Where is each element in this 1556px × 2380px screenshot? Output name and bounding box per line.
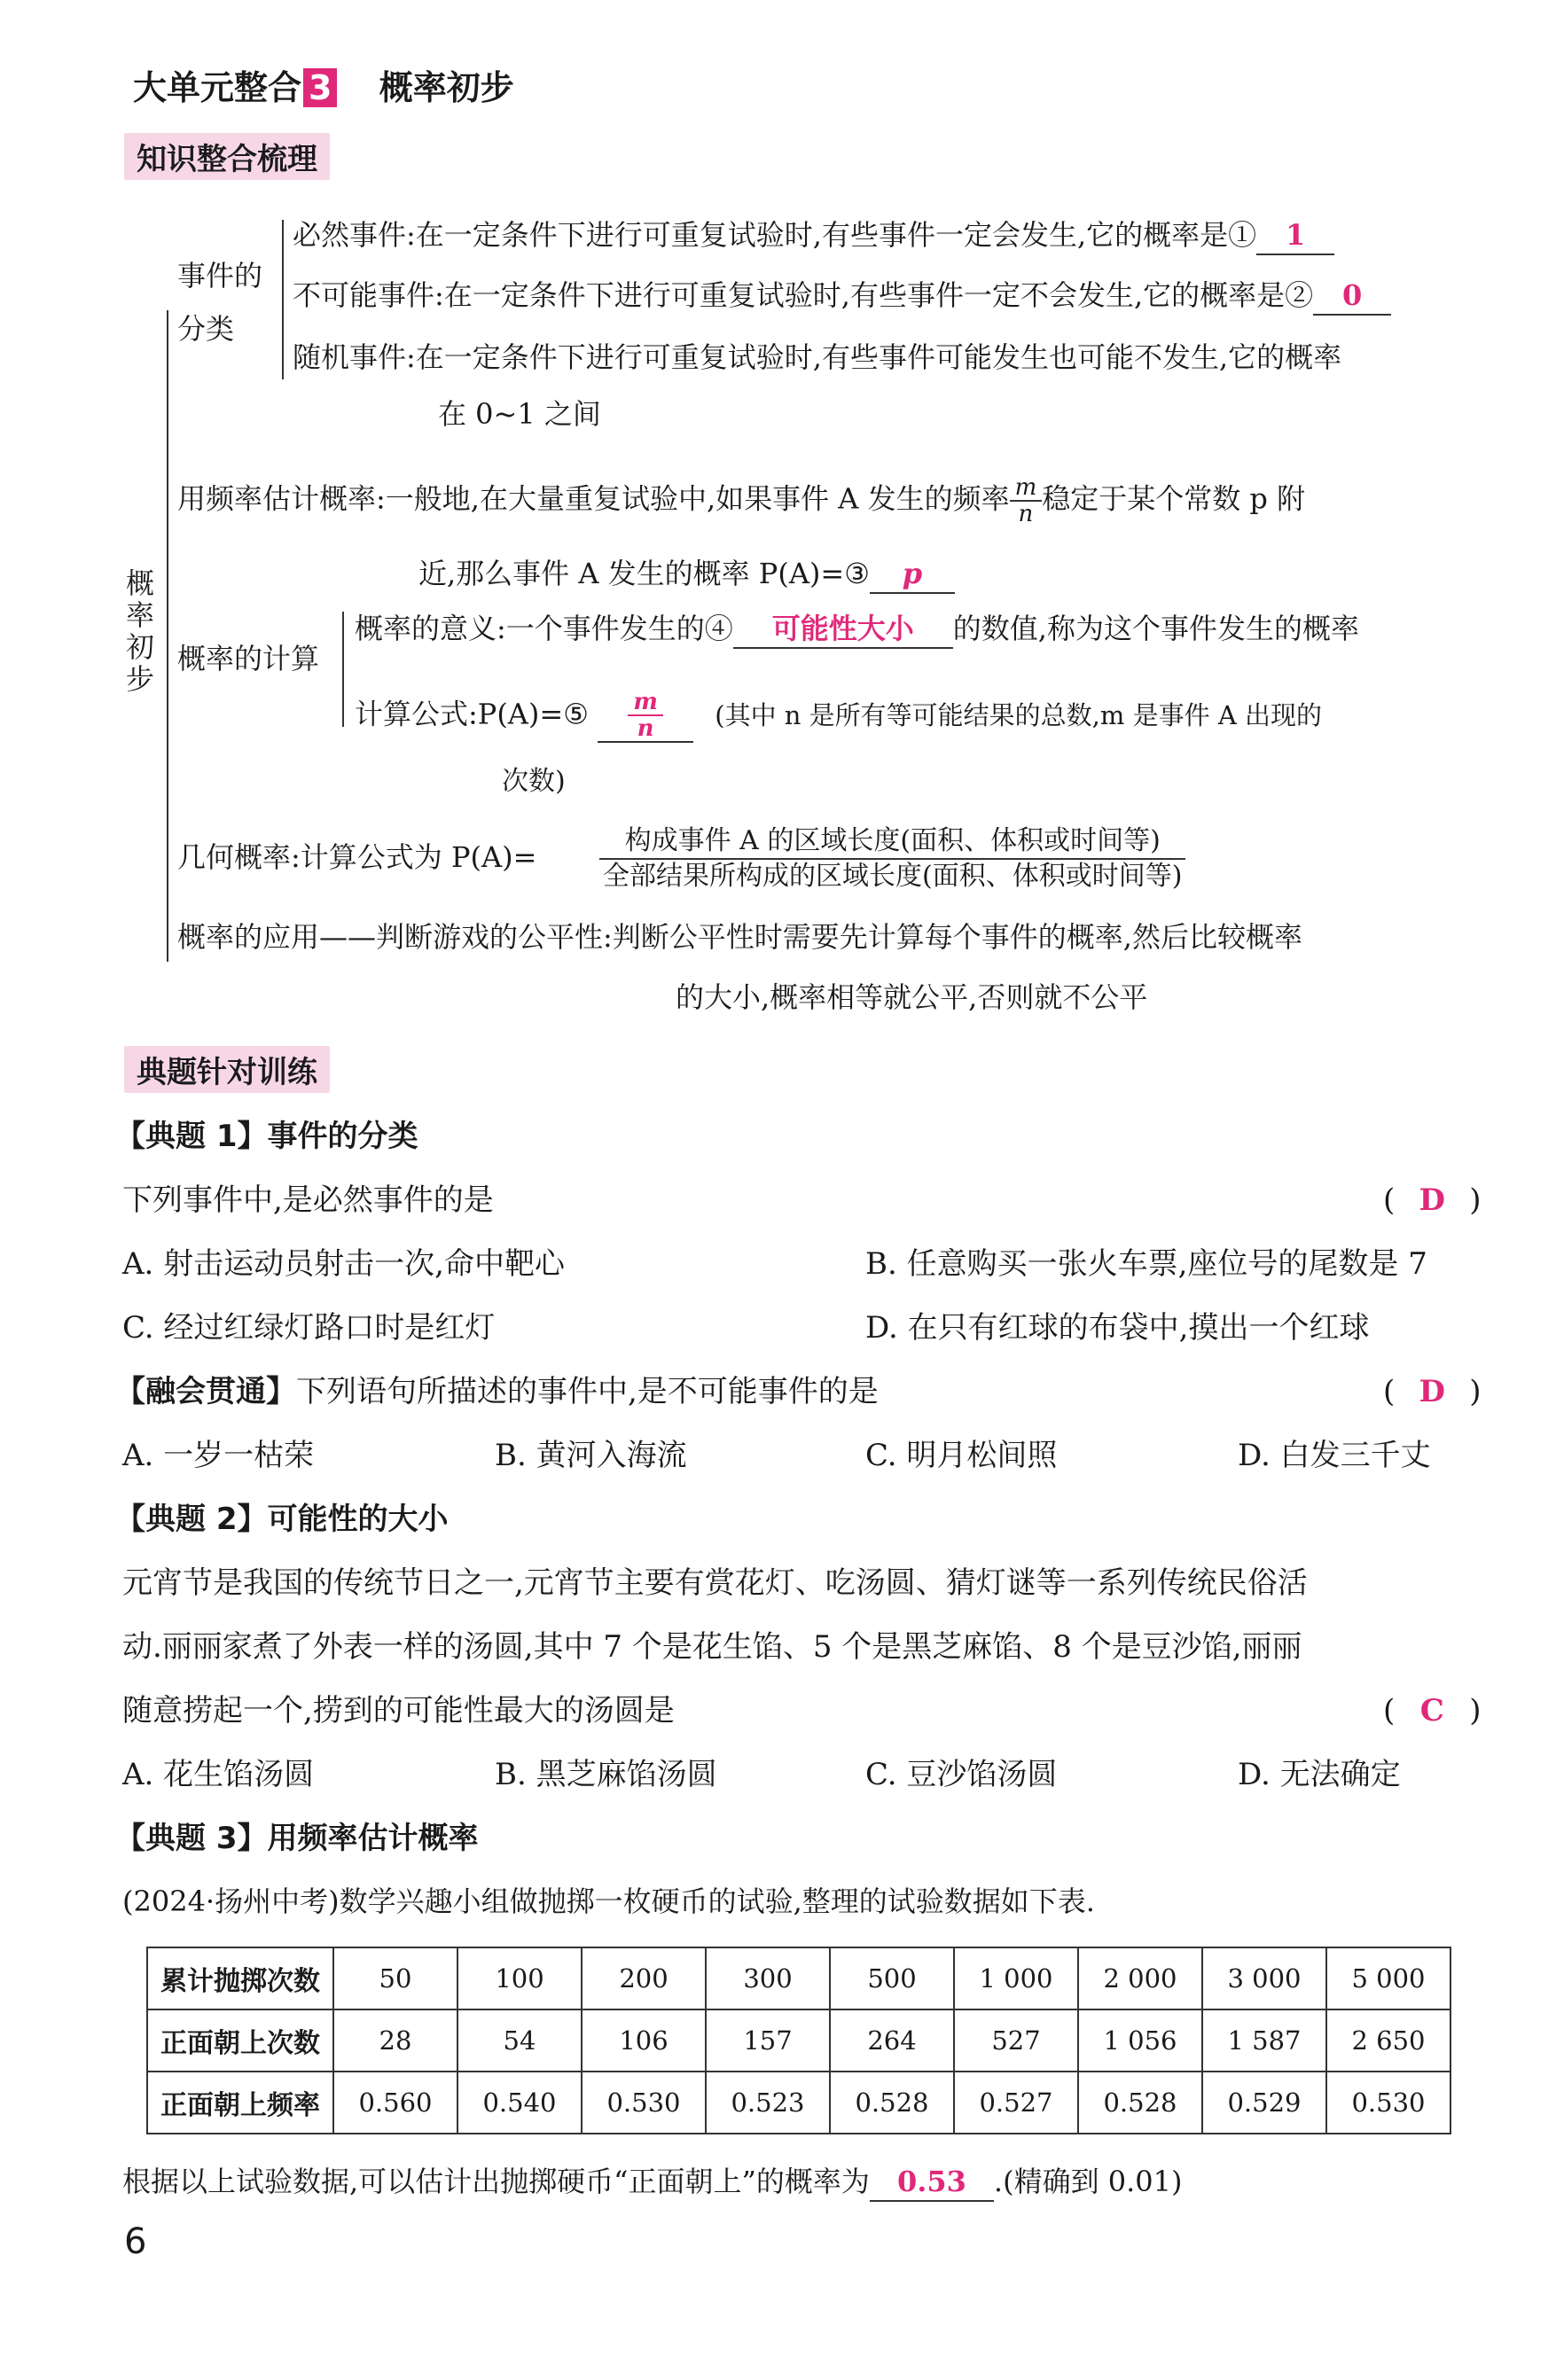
q2-line-3: 随意捞起一个,捞到的可能性最大的汤圆是: [122, 1693, 675, 1728]
blank-3: p: [870, 555, 955, 594]
event-class-label: 事件的 分类: [177, 259, 263, 346]
q1-option-a: A. 射击运动员射击一次,命中靶心: [122, 1246, 565, 1282]
q2-answer-paren: ( C ): [1383, 1693, 1482, 1728]
q1b-option-c: C. 明月松间照: [865, 1438, 1058, 1473]
q1-heading: 【典题 1】事件的分类: [115, 1119, 418, 1154]
table-row: 累计抛掷次数 50 100 200 300 500 1 000 2 000 3 000 5 000: [147, 1947, 1450, 2009]
unit-label: 大单元整合: [133, 68, 302, 107]
q1b-answer-paren: ( D ): [1383, 1374, 1482, 1409]
blank-5: $\frac{m}{n}$: [598, 690, 693, 743]
mindmap-root: [124, 567, 156, 695]
q2-line-2: 动.丽丽家煮了外表一样的汤圆,其中 7 个是花生馅、5 个是黑芝麻馅、8 个是豆沙馅,丽丽: [122, 1629, 1302, 1665]
class-brace: [282, 220, 284, 379]
random-event-2: 在 0~1 之间: [438, 397, 601, 431]
freq-fraction: $\frac{m}{n}$: [1010, 475, 1043, 527]
q2-option-a: A. 花生馅汤圆: [122, 1757, 315, 1792]
q1b-option-d: D. 白发三千丈: [1238, 1438, 1431, 1473]
q2-option-d: D. 无法确定: [1238, 1757, 1401, 1792]
q2-heading: 【典题 2】可能性的大小: [115, 1502, 449, 1537]
unit-title: 概率初步: [379, 68, 514, 107]
q1-option-c: C. 经过红绿灯路口时是红灯: [122, 1310, 496, 1346]
calc-brace: [342, 612, 344, 727]
q2-option-b: B. 黑芝麻馅汤圆: [495, 1757, 717, 1792]
q2-option-c: C. 豆沙馅汤圆: [865, 1757, 1058, 1792]
root-char: 步: [125, 662, 154, 696]
page-number: 6: [124, 2221, 147, 2262]
root-char: 概: [125, 566, 154, 600]
geo-fraction: 构成事件 A 的区域长度(面积、体积或时间等) 全部结果所构成的区域长度(面积、体积或时间等): [599, 824, 1185, 893]
section-training: 典题针对训练: [124, 1046, 330, 1093]
q1-option-b: B. 任意购买一张火车票,座位号的尾数是 7: [865, 1246, 1427, 1282]
q1-answer-paren: ( D ): [1383, 1182, 1482, 1218]
calc-label: 概率的计算: [177, 642, 320, 675]
q1b-option-a: A. 一岁一枯荣: [122, 1438, 315, 1473]
random-event-1: 随机事件:在一定条件下进行可重复试验时,有些事件可能发生也可能不发生,它的概率: [293, 340, 1342, 374]
q1b-option-b: B. 黄河入海流: [495, 1438, 687, 1473]
section-knowledge: 知识整合梳理: [124, 133, 330, 180]
application-2: 的大小,概率相等就公平,否则就不公平: [676, 980, 1148, 1014]
q2-line-1: 元宵节是我国的传统节日之一,元宵节主要有赏花灯、吃汤圆、猜灯谜等一系列传统民俗活: [122, 1565, 1308, 1601]
application-1: 概率的应用——判断游戏的公平性:判断公平性时需要先计算每个事件的概率,然后比较概率: [177, 920, 1302, 954]
coin-toss-table: [146, 1947, 1451, 2134]
q3-heading: 【典题 3】用频率估计概率: [115, 1821, 479, 1856]
meaning-line: 概率的意义:一个事件发生的④ 可能性大小 的数值,称为这个事件发生的概率: [355, 610, 1359, 649]
unit-number-badge: 3: [303, 68, 337, 107]
table-row: 正面朝上次数 28 54 106 157 264 527 1 056 1 587 2 650: [147, 2009, 1450, 2072]
root-char: 初: [125, 630, 154, 664]
q3-stem: (2024·扬州中考)数学兴趣小组做抛掷一枚硬币的试验,整理的试验数据如下表.: [122, 1884, 1095, 1918]
blank-1: 1: [1256, 216, 1334, 255]
impossible-event: 不可能事件:在一定条件下进行可重复试验时,有些事件一定不会发生,它的概率是② 0: [293, 277, 1391, 316]
q1b-heading: 【融会贯通】下列语句所描述的事件中,是不可能事件的是: [115, 1374, 879, 1409]
q2-answer: C: [1419, 1693, 1444, 1728]
freq-estimate-1: 用频率估计概率:一般地,在大量重复试验中,如果事件 A 发生的频率 $\frac{m}{n}$ 稳定于某个常数 p 附: [177, 474, 1306, 527]
blank-4: 可能性大小: [733, 610, 953, 649]
formula-line-2: 次数): [502, 766, 566, 797]
root-char: 率: [125, 598, 154, 632]
q3-conclusion: 根据以上试验数据,可以估计出抛掷硬币“正面朝上”的概率为 0.53 .(精确到 0.01): [122, 2163, 1182, 2202]
formula-line: 计算公式:P(A)=⑤ $\frac{m}{n}$ (其中 n 是所有等可能结果的总数,m 是事件 A 出现的: [355, 689, 1322, 742]
q3-answer: 0.53: [870, 2163, 994, 2202]
freq-estimate-2: 近,那么事件 A 发生的概率 P(A)=③ p: [418, 555, 955, 594]
table-row: 正面朝上频率 0.560 0.540 0.530 0.523 0.528 0.527 0.528 0.529 0.530: [147, 2072, 1450, 2134]
q1-answer: D: [1419, 1182, 1445, 1218]
q1b-answer: D: [1419, 1374, 1445, 1409]
main-brace: [167, 310, 168, 962]
unit-header: [133, 60, 514, 109]
certain-event: 必然事件:在一定条件下进行可重复试验时,有些事件一定会发生,它的概率是① 1: [293, 216, 1334, 255]
geo-prob-label: 几何概率:计算公式为 P(A)=: [177, 840, 537, 874]
blank-2: 0: [1313, 277, 1391, 316]
q1-option-d: D. 在只有红球的布袋中,摸出一个红球: [865, 1310, 1370, 1346]
q1-stem: 下列事件中,是必然事件的是: [122, 1182, 494, 1218]
